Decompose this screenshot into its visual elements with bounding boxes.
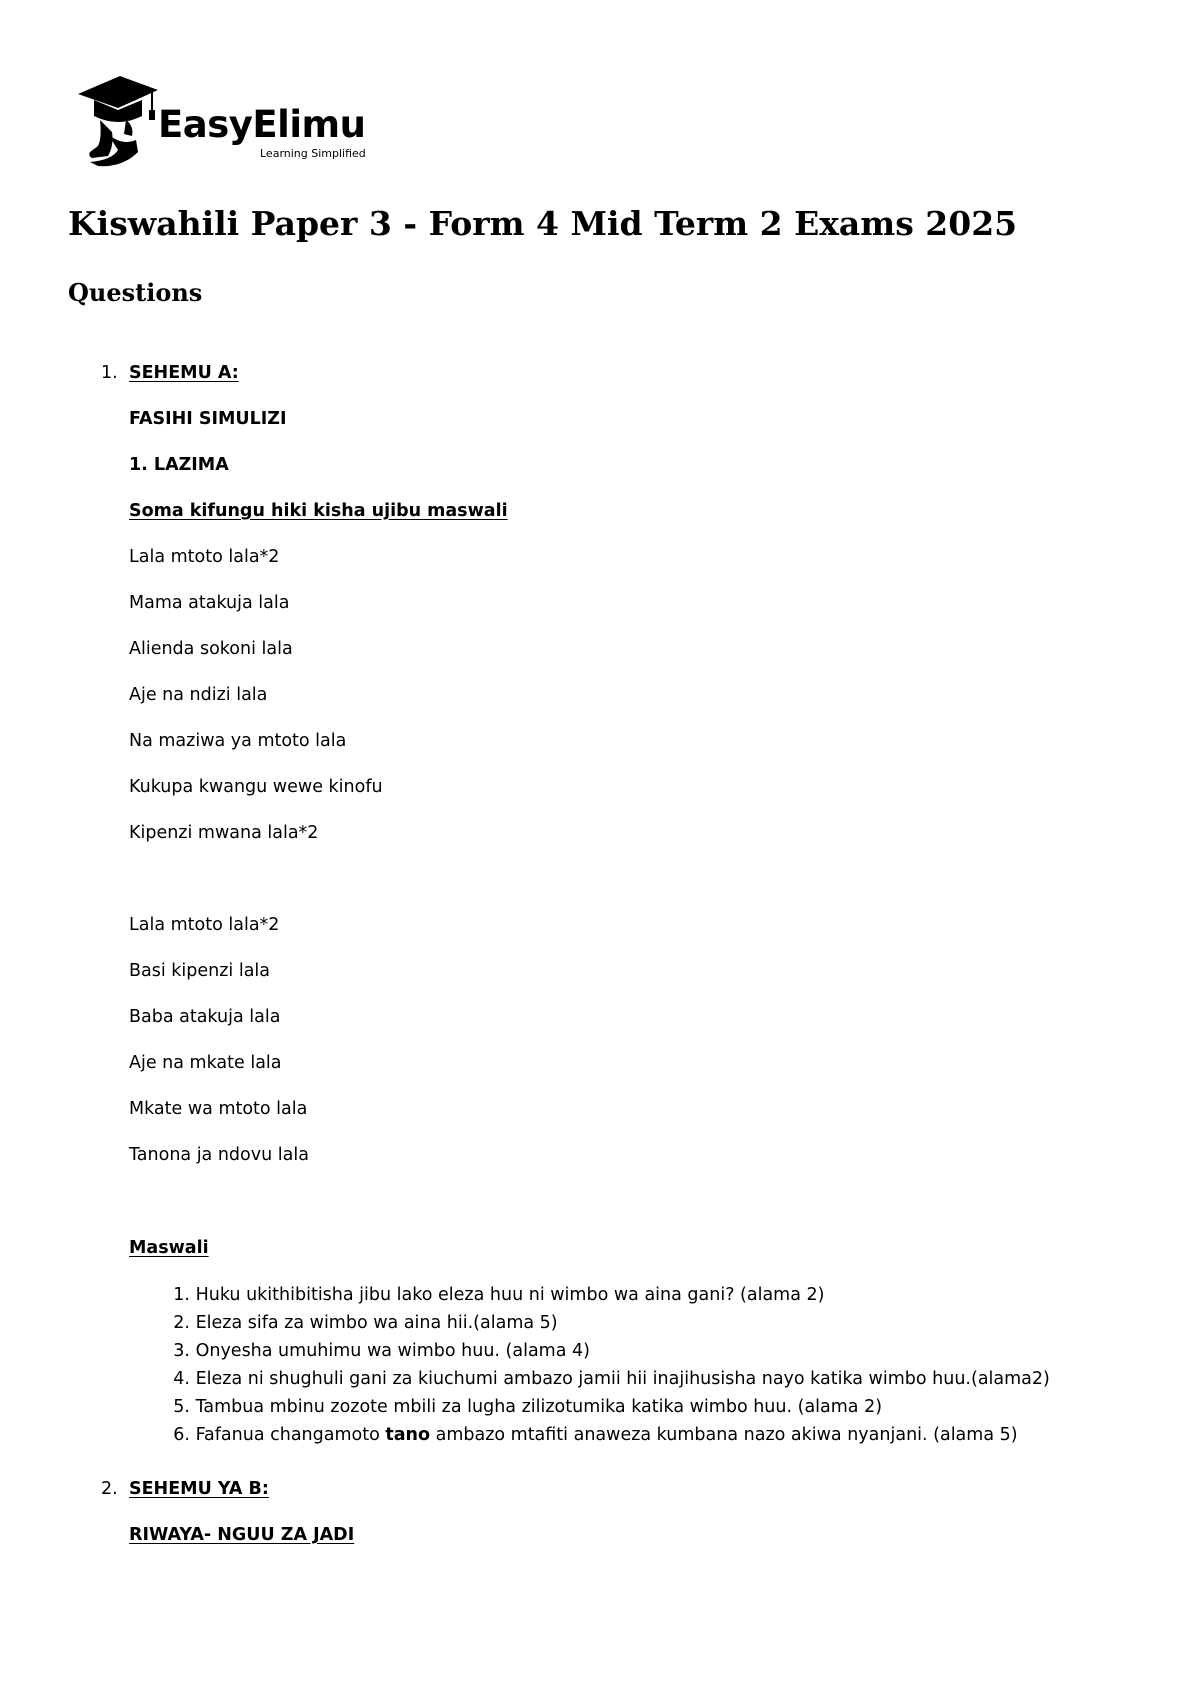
list-item	[129, 1340, 1050, 1368]
document-title: Kiswahili Paper 3 - Form 4 Mid Term 2 Exams 2025	[68, 204, 1018, 243]
song-line: Lala mtoto lala*2	[129, 547, 280, 567]
question-text-after: ambazo mtafiti anaweza kumbana nazo akiwa nyanjani. (alama 5)	[430, 1425, 1018, 1445]
logo-tagline: Learning Simplified	[260, 147, 366, 160]
song-line: Alienda sokoni lala	[129, 639, 293, 659]
section-b-heading: SEHEMU YA B:	[129, 1479, 269, 1499]
easyelimu-logo	[78, 76, 378, 168]
song-line: Tanona ja ndovu lala	[129, 1145, 309, 1165]
list-item	[129, 1396, 1050, 1424]
song-line: Kipenzi mwana lala*2	[129, 823, 319, 843]
song-line: Aje na ndizi lala	[129, 685, 268, 705]
section-a-instruction: Soma kifungu hiki kisha ujibu maswali	[129, 501, 508, 521]
question-number: 5.	[173, 1397, 190, 1417]
question-number: 6.	[173, 1425, 190, 1445]
section-a-compulsory: 1. LAZIMA	[129, 455, 229, 475]
question-text: Eleza sifa za wimbo wa aina hii.(alama 5)	[195, 1313, 558, 1333]
song-line: Aje na mkate lala	[129, 1053, 282, 1073]
song-line: Baba atakuja lala	[129, 1007, 281, 1027]
song-line: Na maziwa ya mtoto lala	[129, 731, 347, 751]
question-text: Huku ukithibitisha jibu lako eleza huu ni wimbo wa aina gani? (alama 2)	[195, 1285, 825, 1305]
list-item	[129, 1284, 1050, 1312]
question-text: Eleza ni shughuli gani za kiuchumi ambazo jamii hii inajihusisha nayo katika wimbo huu.(alama2)	[195, 1369, 1050, 1389]
list-item	[129, 1368, 1050, 1396]
section-a-heading: SEHEMU A:	[129, 363, 239, 383]
list-item	[129, 1424, 1050, 1452]
question-text-before: Fafanua changamoto	[195, 1425, 386, 1445]
question-number: 2.	[173, 1313, 190, 1333]
song-line: Lala mtoto lala*2	[129, 915, 280, 935]
question-text-bold: tano	[385, 1425, 431, 1445]
logo-wordmark: EasyElimu	[158, 103, 366, 146]
question-number: 1.	[173, 1285, 190, 1305]
question-list	[129, 1284, 1050, 1452]
list-item	[129, 1312, 1050, 1340]
graduation-cap-icon	[78, 76, 168, 168]
maswali-heading: Maswali	[129, 1238, 209, 1258]
question-text: Onyesha umuhimu wa wimbo huu. (alama 4)	[195, 1341, 590, 1361]
section-a-subheading: FASIHI SIMULIZI	[129, 409, 287, 429]
question-text: Tambua mbinu zozote mbili za lugha zilizotumika katika wimbo huu. (alama 2)	[195, 1397, 883, 1417]
song-line: Mama atakuja lala	[129, 593, 290, 613]
song-line: Mkate wa mtoto lala	[129, 1099, 308, 1119]
song-line: Basi kipenzi lala	[129, 961, 271, 981]
question-text	[196, 1424, 1018, 1446]
question-number: 4.	[173, 1369, 190, 1389]
section-b-number: 2.	[101, 1479, 118, 1499]
song-line: Kukupa kwangu wewe kinofu	[129, 777, 383, 797]
section-a-number: 1.	[101, 363, 118, 383]
section-b-subheading: RIWAYA- NGUU ZA JADI	[129, 1525, 355, 1545]
questions-heading: Questions	[68, 278, 203, 307]
question-number: 3.	[173, 1341, 190, 1361]
